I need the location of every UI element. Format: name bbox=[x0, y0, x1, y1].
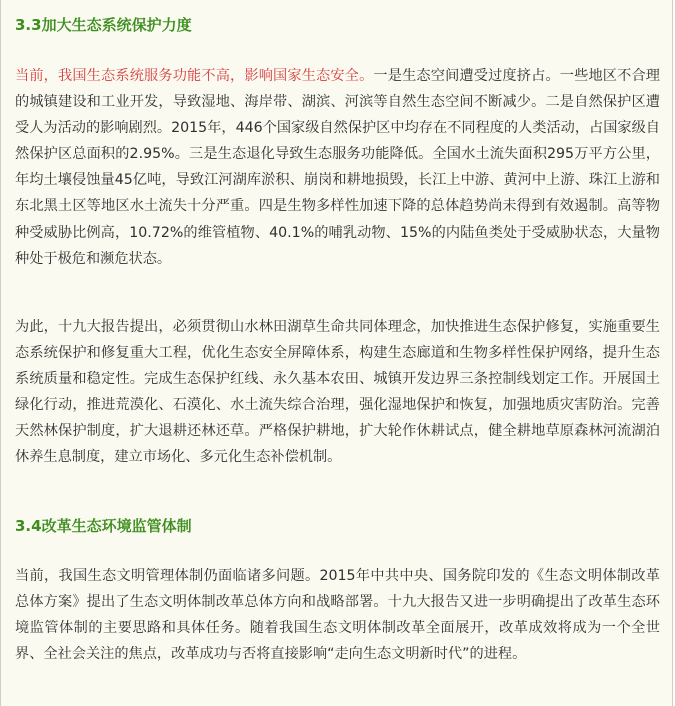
section-3-4-paragraph-1: 当前，我国生态文明管理体制仍面临诸多问题。2015年中共中央、国务院印发的《生态文明体制改革总体方案》提出了生态文明体制改革总体方向和战略部署。十九大报告又进一步明确提出了改革生态环境监管体制的主要思路和具体任务。随着我国生态文明体制改革全面展开，改革成效将成为一个全世界、全社会关注的焦点，改革成功与否将直接影响“走向生态文明新时代”的进程。 bbox=[15, 568, 660, 663]
section-heading-3-4: 3.4改革生态环境监管体制 bbox=[15, 517, 192, 535]
section-heading-3-3: 3.3加大生态系统保护力度 bbox=[15, 16, 192, 34]
highlight-text: 当前，我国生态系统服务功能不高，影响国家生态安全。 bbox=[15, 68, 374, 84]
section-3-3-paragraph-2: 为此，十九大报告提出，必须贯彻山水林田湖草生命共同体理念，加快推进生态保护修复，实施重要生态系统保护和修复重大工程，优化生态安全屏障体系，构建生态廊道和生物多样性保护网络，提升生态系统质量和稳定性。完成生态保护红线、永久基本农田、城镇开发边界三条控制线划定工作。开展国土绿化行动，推进荒漠化、石漠化、水土流失综合治理，强化湿地保护和恢复，加强地质灾害防治。完善天然林保护制度，扩大退耕还林还草。严格保护耕地，扩大轮作休耕试点，健全耕地草原森林河流湖泊休养生息制度，建立市场化、多元化生态补偿机制。 bbox=[15, 319, 660, 466]
section-3-3-paragraph-1 bbox=[15, 63, 660, 272]
paragraph-text: 一是生态空间遭受过度挤占。一些地区不合理的城镇建设和工业开发，导致湿地、海岸带、湖滨、河滨等自然生态空间不断减少。二是自然保护区遭受人为活动的影响剧烈。2015年，446个国家级自然保护区中均存在不同程度的人类活动，占国家级自然保护区总面积的2.95%。三是生态退化导致生态服务功能降低。全国水土流失面积295万平方公里，年均土壤侵蚀量45亿吨，导致江河湖库淤积、崩岗和耕地损毁，长江上中游、黄河中上游、珠江上游和东北黑土区等地区水土流失十分严重。四是生物多样性加速下降的总体趋势尚未得到有效遏制。高等物种受威胁比例高，10.72%的维管植物、40.1%的哺乳动物、15%的内陆鱼类处于受威胁状态，大量物种处于极危和濒危状态。 bbox=[15, 68, 660, 267]
